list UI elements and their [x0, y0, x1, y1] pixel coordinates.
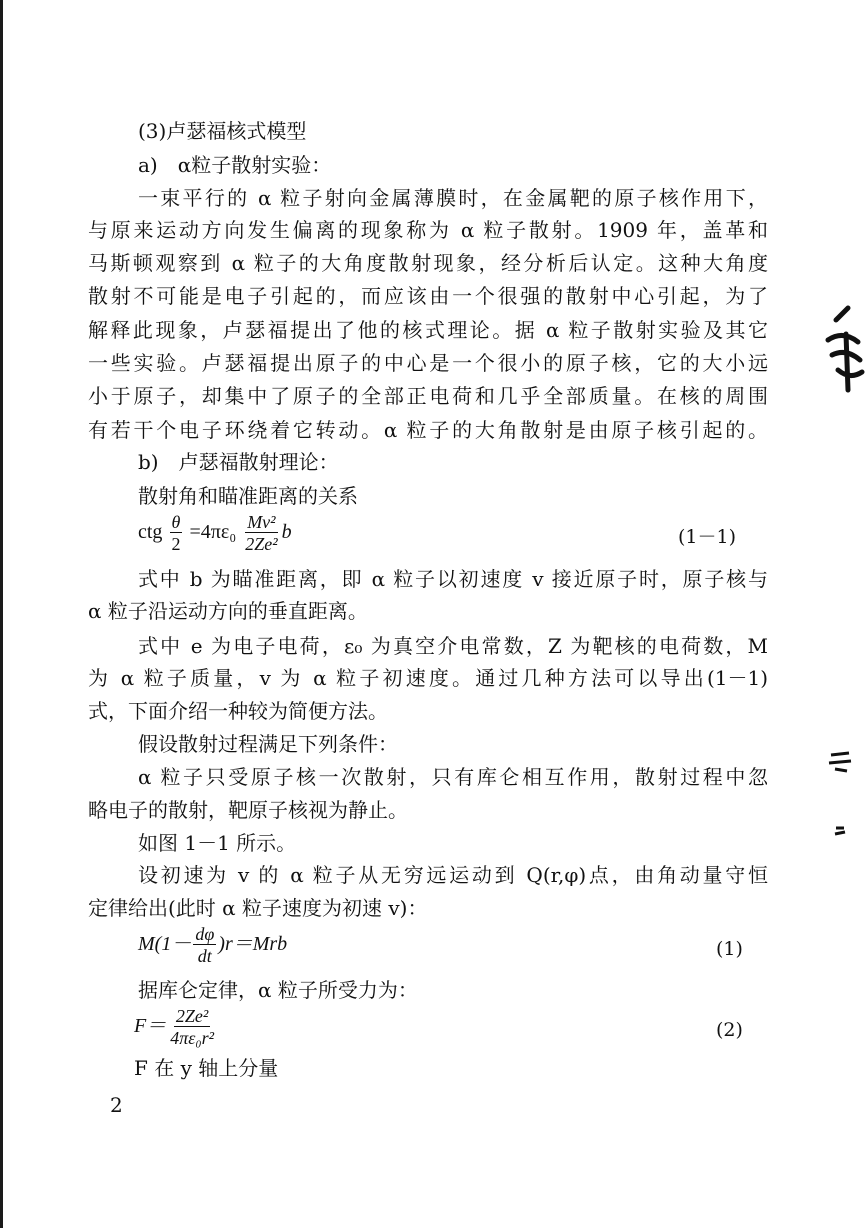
paragraph-line: 散射不可能是电子引起的，而应该由一个很强的散射中心引起，为了 — [88, 284, 768, 308]
paragraph-line: 式中 b 为瞄准距离，即 α 粒子以初速度 v 接近原子时，原子核与 — [138, 567, 768, 591]
paragraph-line: 马斯顿观察到 α 粒子的大角度散射现象，经分析后认定。这种大角度 — [88, 251, 768, 275]
eq-lead: F＝ — [134, 1015, 167, 1038]
scan-artifact-mark — [818, 300, 868, 400]
numerator: Mv² — [247, 512, 276, 532]
assumption-intro: 假设散射过程满足下列条件： — [138, 732, 398, 756]
subsection-b: b) 卢瑟福散射理论： — [138, 450, 339, 474]
denominator: 2Ze² — [245, 534, 278, 554]
paragraph-line: 有若干个电子环绕着它转动。α 粒子的大角散射是由原子核引起的。 — [88, 418, 768, 442]
eq-lead: M(1－ — [138, 933, 192, 956]
paragraph-line: α 粒子只受原子核一次散射，只有库仑相互作用，散射过程中忽 — [138, 765, 768, 789]
equation-1-1 — [138, 512, 292, 555]
paragraph-line: 设初速为 v 的 α 粒子从无穷远运动到 Q(r,φ)点，由角动量守恒 — [138, 863, 768, 887]
fraction — [243, 512, 279, 555]
equation-number: (2) — [716, 1019, 743, 1041]
page-number: 2 — [110, 1093, 123, 1117]
equation-number: (1－1) — [678, 526, 737, 548]
eq-tail: b — [281, 521, 292, 544]
fraction — [168, 1006, 216, 1049]
fraction — [193, 924, 216, 967]
paragraph-line: α 粒子沿运动方向的垂直距离。 — [88, 599, 368, 623]
eq-ctg: ctg — [138, 521, 163, 544]
eq-tail: )r＝Mrb — [218, 933, 288, 956]
section-heading: (3)卢瑟福核式模型 — [138, 119, 307, 143]
denominator: dt — [197, 946, 212, 966]
paragraph-line: 小于原子，却集中了原子的全部正电荷和几乎全部质量。在核的周围 — [88, 384, 768, 408]
scan-artifact-mark — [825, 745, 855, 775]
denominator: 4πε₀r² — [170, 1028, 214, 1048]
coulomb-law-line: 据库仑定律，α 粒子所受力为： — [138, 978, 418, 1002]
numerator: 2Ze² — [175, 1006, 209, 1026]
equation-number: (1) — [716, 938, 743, 960]
equation-2 — [134, 1006, 218, 1049]
numerator: θ — [171, 512, 181, 532]
scan-artifact-mark — [830, 820, 850, 840]
figure-reference: 如图 1－1 所示。 — [138, 831, 297, 855]
denominator: 2 — [171, 534, 181, 554]
equation-1 — [138, 924, 287, 967]
eq-coefficient: =4πε₀ — [189, 521, 237, 544]
paragraph-line: 为 α 粒子质量，v 为 α 粒子初速度。通过几种方法可以导出(1－1) — [88, 666, 768, 690]
paragraph-line: 略电子的散射，靶原子核视为静止。 — [88, 798, 408, 822]
paragraph-line: 式中 e 为电子电荷，ε₀ 为真空介电常数，Z 为靶核的电荷数，M — [138, 634, 768, 658]
numerator: dφ — [195, 924, 215, 944]
paragraph-line: 一些实验。卢瑟福提出原子的中心是一个很小的原子核，它的大小远 — [88, 351, 768, 375]
paragraph-line: 定律给出(此时 α 粒子速度为初速 v)： — [88, 896, 428, 920]
fraction — [169, 512, 182, 555]
paragraph-line: 一束平行的 α 粒子射向金属薄膜时，在金属靶的原子核作用下， — [138, 186, 768, 210]
subsection-a: a) α粒子散射实验： — [138, 153, 332, 177]
component-line: F 在 y 轴上分量 — [134, 1056, 279, 1080]
paragraph-line: 解释此现象，卢瑟福提出了他的核式理论。据 α 粒子散射实验及其它 — [88, 318, 768, 342]
paragraph-line: 与原来运动方向发生偏离的现象称为 α 粒子散射。1909 年，盖革和 — [88, 218, 768, 242]
relation-title: 散射角和瞄准距离的关系 — [138, 484, 358, 508]
paragraph-line: 式，下面介绍一种较为简便方法。 — [88, 699, 388, 723]
page-left-border — [0, 0, 3, 1228]
